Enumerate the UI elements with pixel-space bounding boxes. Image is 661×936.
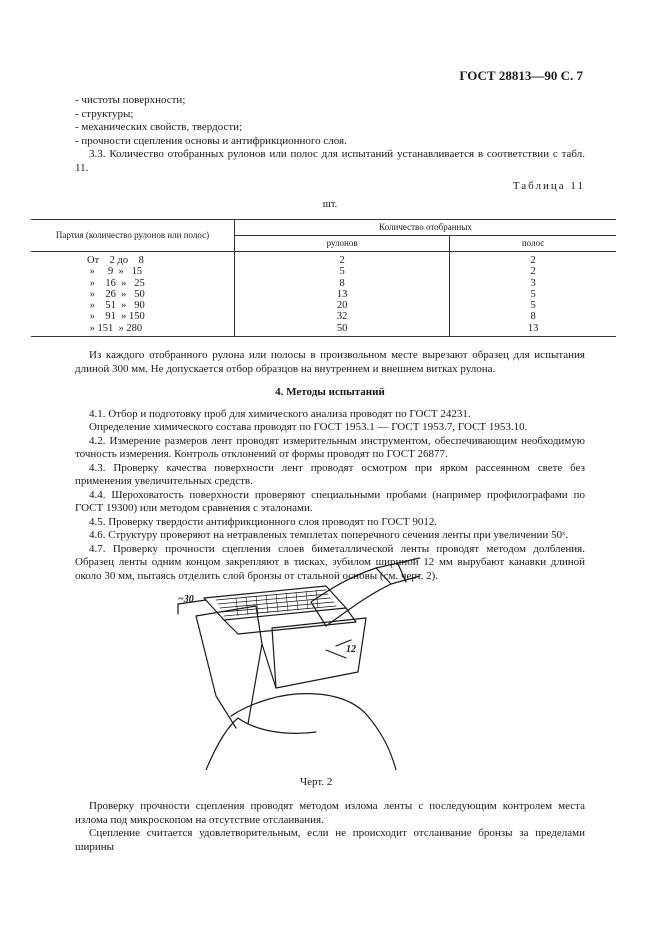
column-header-strips: полос: [450, 236, 616, 252]
document-body: [55, 94, 585, 583]
cell-strips: 2: [450, 252, 616, 267]
table-title: Таблица 11: [512, 180, 585, 192]
table-row: [31, 278, 616, 289]
cell-party: » 26 » 50: [87, 288, 145, 300]
column-header-selected: Количество отобранных: [235, 220, 617, 236]
list-item: - чистоты поверхности;: [75, 94, 186, 106]
table-row: [31, 311, 616, 322]
paragraph-3-3: 3.3. Количество отобранных рулонов или полос для испытаний устанавливается в соответствии с табл. 11.: [75, 148, 585, 174]
cell-strips: 5: [450, 300, 616, 311]
paragraph-adhesion: Сцепление считается удовлетворительным, если не происходит отслаивание бронзы за пределами ширины: [75, 827, 585, 853]
cell-rolls: 50: [235, 323, 450, 337]
cell-party: » 151 » 280: [31, 323, 235, 337]
cell-party: » 9 » 15: [87, 266, 143, 278]
figure-drawing: [176, 556, 420, 770]
table-row: [31, 289, 616, 300]
list-item: - структуры;: [75, 107, 134, 120]
table-row: [31, 252, 616, 267]
cell-rolls: 32: [235, 311, 450, 322]
figure-caption: Черт. 2: [300, 776, 333, 788]
paragraph-4-2: 4.2. Измерение размеров лент проводят измерительным инструментом, обеспечивающим необходимую точность измерения. Контроль отклонений от формы проводят по ГОСТ 26877.: [75, 434, 585, 461]
table-row: [31, 266, 616, 277]
dimension-30: ~30: [178, 594, 194, 605]
paragraph-4-7: 4.7. Проверку прочности сцепления слоев биметаллической ленты проводят методом долбления. Образец ленты одним концом закрепляют в тисках, зубилом шириной 12 мм вырубают канавки длиной около 30 мм, пытаясь отделить слой бронзы от стальной основы (см. черт. 2).: [75, 542, 585, 582]
paragraph-chem: Определение химического состава проводят по ГОСТ 1953.1 — ГОСТ 1953.7, ГОСТ 1953.10.: [89, 421, 528, 434]
column-header-rolls: рулонов: [235, 236, 450, 252]
paragraph-4-4: 4.4. Шероховатость поверхности проверяют специальными пробами (например профилографами по ГОСТ 19300) или методом сравнения с эталонами.: [75, 488, 585, 515]
paragraph-4-5: 4.5. Проверку твердости антифрикционного слоя проводят по ГОСТ 9012.: [89, 515, 438, 528]
cell-rolls: 8: [235, 278, 450, 289]
list-item: - прочности сцепления основы и антифрикционного слоя.: [75, 134, 347, 147]
section-title: 4. Методы испытаний: [275, 386, 385, 399]
cell-strips: 2: [450, 266, 616, 277]
cell-strips: 8: [450, 311, 616, 322]
paragraph-fracture: Проверку прочности сцепления проводят методом излома ленты с последующим контролем места излома под микроскопом на отсутствие отслаивания.: [75, 800, 585, 826]
cell-party: » 16 » 25: [87, 277, 145, 289]
document-body-continued: [75, 800, 585, 854]
table-11: [31, 219, 616, 337]
cell-strips: 3: [450, 278, 616, 289]
paragraph-4-3: 4.3. Проверку качества поверхности лент проводят осмотром при ярком рассеянном свете без применения увеличительных средств.: [75, 461, 585, 488]
cell-party: » 51 » 90: [87, 300, 145, 312]
list-item: - механических свойств, твердости;: [75, 121, 243, 133]
cell-rolls: 13: [235, 289, 450, 300]
table-units: шт.: [322, 198, 338, 210]
cell-rolls: 5: [235, 266, 450, 277]
paragraph-4-1: 4.1. Отбор и подготовку проб для химического анализа проводят по ГОСТ 24231.: [89, 407, 471, 420]
table-row: [31, 323, 616, 337]
cell-strips: 5: [450, 289, 616, 300]
paragraph-sample: Из каждого отобранного рулона или полосы в произвольном месте вырезают образец для испытания длиной 300 мм. Не допускается отбор образцов на внутреннем и внешнем витках рулона.: [75, 349, 585, 375]
page-header: ГОСТ 28813—90 С. 7: [459, 68, 583, 83]
column-header-party: Партия (количество рулонов или полос): [31, 220, 235, 252]
cell-strips: 13: [450, 323, 616, 337]
dimension-12: 12: [346, 644, 356, 655]
paragraph-4-6: 4.6. Структуру проверяют на нетравленых темплетах поперечного сечения ленты при увеличении 50ˣ.: [89, 529, 568, 542]
cell-party: От 2 до 8: [87, 255, 144, 266]
cell-party: » 91 » 150: [87, 311, 145, 323]
table-row: [31, 300, 616, 311]
cell-rolls: 2: [235, 252, 450, 267]
cell-rolls: 20: [235, 300, 450, 311]
